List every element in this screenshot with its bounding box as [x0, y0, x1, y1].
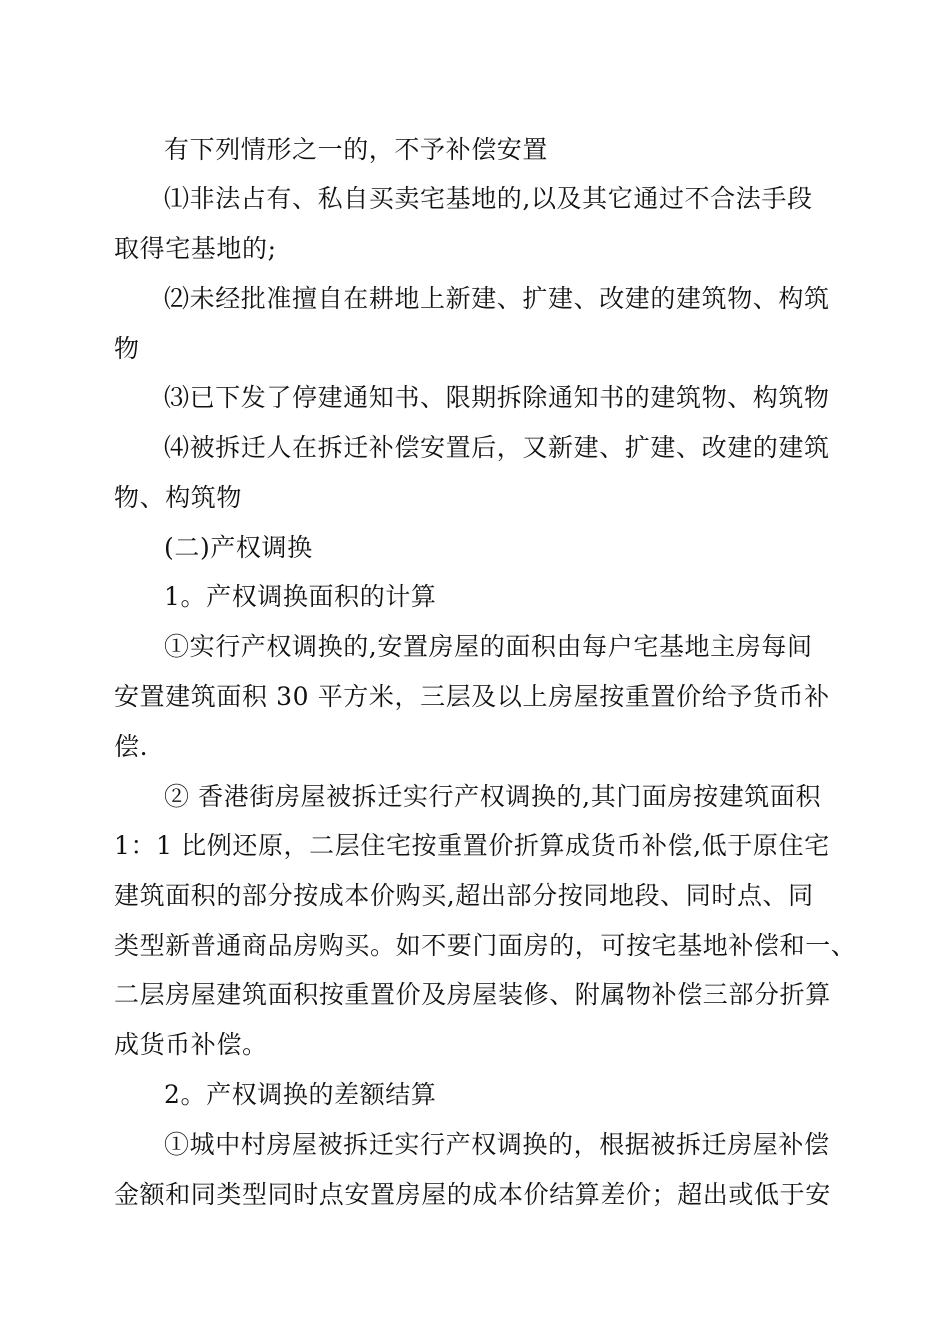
text-line: 二层房屋建筑面积按重置价及房屋装修、附属物补偿三部分折算: [114, 980, 831, 1009]
text-line: 取得宅基地的;: [114, 234, 277, 263]
text-line: 有下列情形之一的，不予补偿安置: [164, 135, 549, 164]
text-line: ⑵未经批准擅自在耕地上新建、扩建、改建的建筑物、构筑: [164, 284, 830, 313]
subsection-heading: 1。产权调换面积的计算: [164, 582, 437, 611]
section-heading: (二)产权调换: [164, 533, 313, 562]
text-line: ①实行产权调换的,安置房屋的面积由每户宅基地主房每间: [164, 632, 813, 661]
text-line: 金额和同类型同时点安置房屋的成本价结算差价；超出或低于安: [114, 1180, 831, 1209]
text-line: ⑴非法占有、私自买卖宅基地的,以及其它通过不合法手段: [164, 184, 813, 213]
text-line: 成货币补偿。: [114, 1030, 268, 1059]
text-line: ⑶已下发了停建通知书、限期拆除通知书的建筑物、构筑物: [164, 383, 830, 412]
text-line: 物、构筑物: [114, 483, 243, 512]
text-line: 1：1 比例还原，二层住宅按重置价折算成货币补偿,低于原住宅: [114, 831, 830, 860]
subsection-heading: 2。产权调换的差额结算: [164, 1080, 437, 1109]
text-line: 偿.: [114, 732, 149, 761]
text-line: 建筑面积的部分按成本价购买,超出部分按同地段、同时点、同: [114, 881, 814, 910]
text-line: ② 香港街房屋被拆迁实行产权调换的,其门面房按建筑面积: [164, 782, 822, 811]
text-line: 安置建筑面积 30 平方米，三层及以上房屋按重置价给予货币补: [114, 682, 830, 711]
text-line: ⑷被拆迁人在拆迁补偿安置后，又新建、扩建、改建的建筑: [164, 433, 830, 462]
text-line: 类型新普通商品房购买。如不要门面房的，可按宅基地补偿和一、: [114, 931, 857, 960]
text-line: ①城中村房屋被拆迁实行产权调换的，根据被拆迁房屋补偿: [164, 1130, 830, 1159]
text-line: 物: [114, 334, 140, 363]
